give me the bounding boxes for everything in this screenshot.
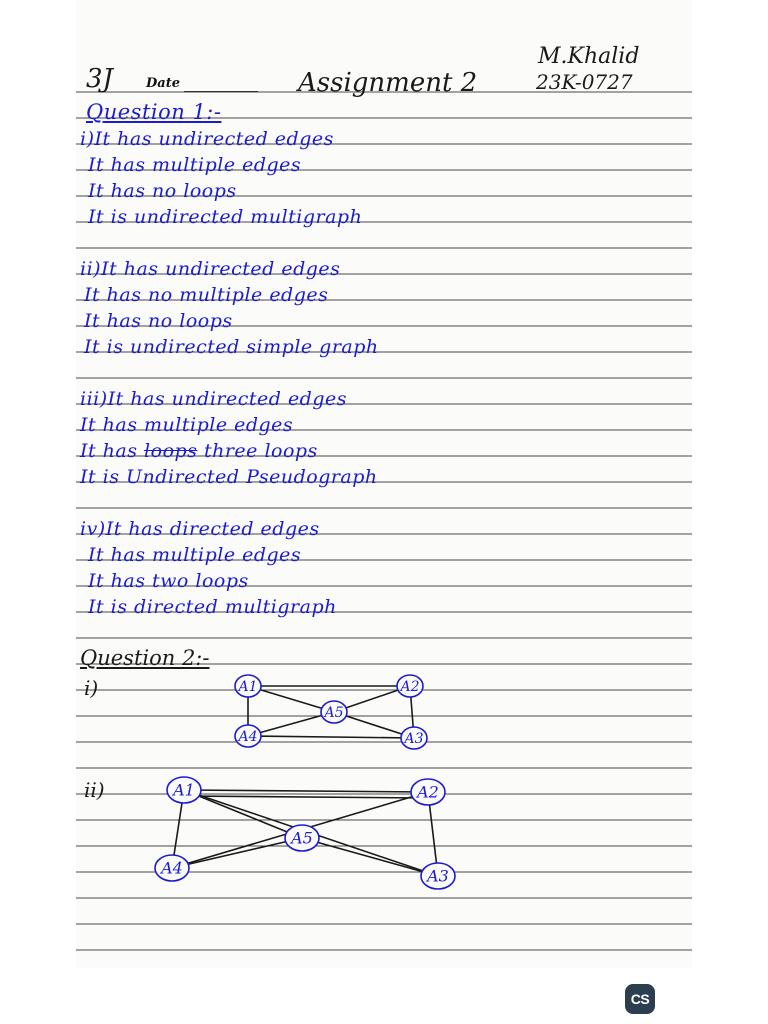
graph-node-label: A3 (427, 866, 449, 886)
date-label: Date (146, 76, 180, 91)
graph-2-diagram (76, 766, 692, 906)
graph-node-label: A1 (173, 780, 195, 800)
graph-1-diagram (76, 666, 692, 756)
graph-node-label: A4 (238, 728, 258, 745)
q1-part-2-line-3: It has no loops (84, 310, 233, 332)
graph-2-label: ii) (84, 778, 105, 802)
q1-part-4-line-2: It has multiple edges (88, 544, 302, 566)
struck-word: loops (144, 440, 198, 462)
q1-part-2-line-1: ii)It has undirected edges (80, 258, 341, 280)
assignment-title: Assignment 2 (298, 68, 478, 98)
camscanner-logo: CS (625, 984, 655, 1014)
graph-node-label: A2 (417, 782, 439, 802)
q1-part-1-line-2: It has multiple edges (88, 154, 302, 176)
question-1-heading: Question 1:- (86, 100, 222, 124)
q1-part-3-line-2: It has multiple edges (80, 414, 294, 436)
student-name: M.Khalid (538, 44, 640, 69)
graph-node-label: A1 (238, 678, 258, 695)
graph-node-label: A5 (324, 704, 344, 721)
q1-part-1-line-4: It is undirected multigraph (88, 206, 363, 228)
q1-part-3-line-3: It has loops three loops (80, 440, 318, 462)
graph-node-label: A5 (291, 828, 313, 848)
q1-part-4-line-3: It has two loops (88, 570, 249, 592)
graph-node-label: A2 (400, 678, 420, 695)
graph-node-label: A3 (404, 730, 424, 747)
date-underline (184, 91, 258, 92)
q1-part-4-line-4: It is directed multigraph (88, 596, 337, 618)
notebook-page (76, 0, 692, 968)
graph-edge-a5-a3 (302, 838, 438, 876)
graph-edge-a1-a2 (184, 796, 428, 798)
graph-edge-a4-a3 (248, 736, 414, 738)
q1-part-1-line-1: i)It has undirected edges (80, 128, 334, 150)
graph-edge-a4-a5 (172, 838, 302, 868)
q1-part-2-line-2: It has no multiple edges (84, 284, 329, 306)
q1-part-3-line-1: iii)It has undirected edges (80, 388, 348, 410)
q1-part-3-line-4: It is Undirected Pseudograph (80, 466, 378, 488)
q1-part-2-line-4: It is undirected simple graph (84, 336, 379, 358)
graph-node-label: A4 (161, 858, 183, 878)
class-tag: 3J (86, 64, 113, 94)
q1-part-4-line-1: iv)It has directed edges (80, 518, 320, 540)
q1-part-1-line-3: It has no loops (88, 180, 237, 202)
graph-edge-a1-a2 (184, 790, 428, 792)
student-roll: 23K-0727 (536, 70, 633, 94)
question-2-heading: Question 2:- (80, 646, 210, 670)
graph-1-label: i) (84, 676, 99, 700)
